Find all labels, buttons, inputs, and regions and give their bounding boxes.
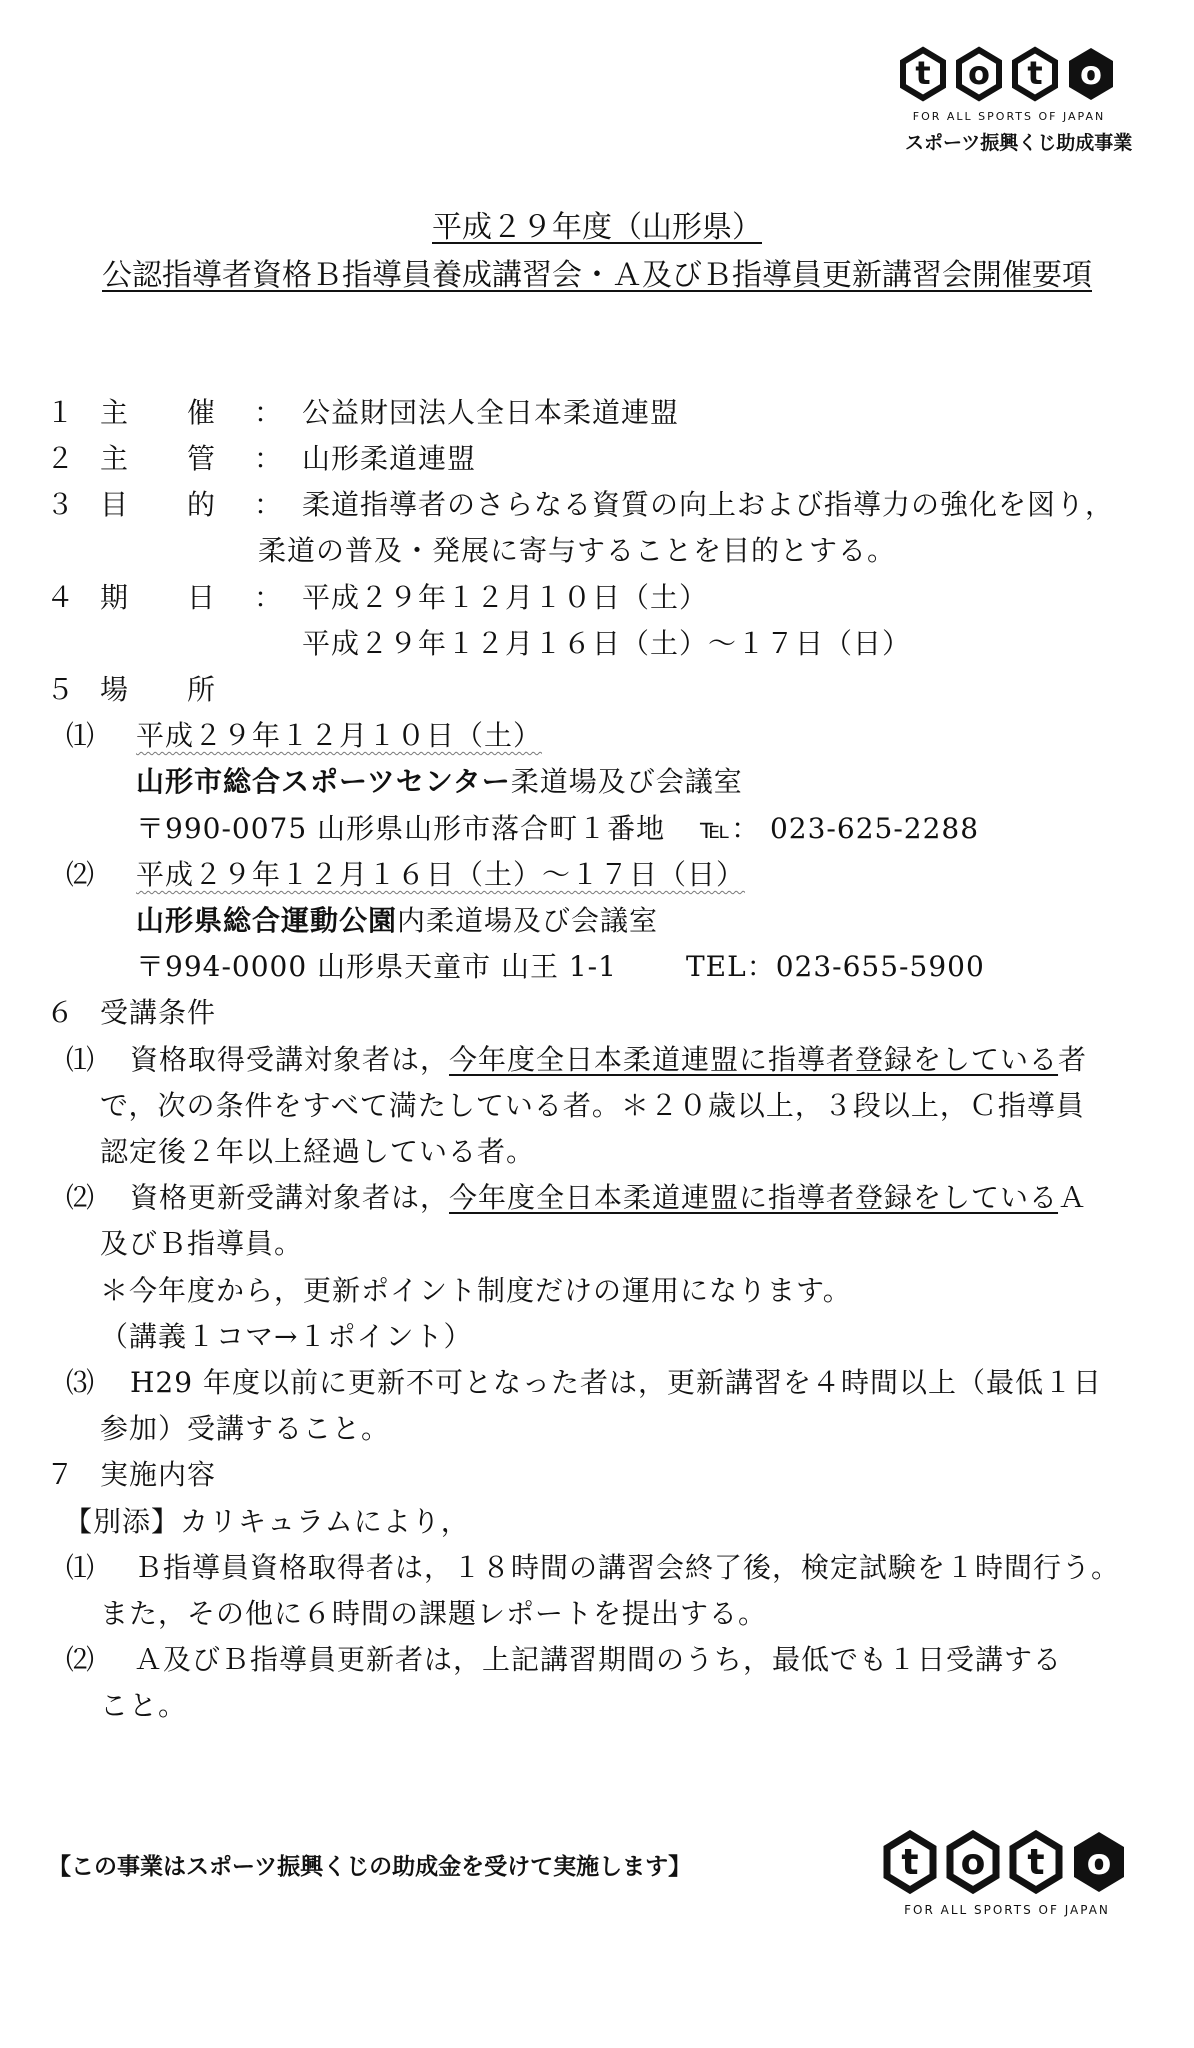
logo-tagline: FOR ALL SPORTS OF JAPAN: [904, 1903, 1110, 1917]
requirement-1-line-2: で，次の条件をすべて満たしている者。＊２０歳以上，３段以上，Ｃ指導員: [100, 1089, 1085, 1122]
requirement-1-underline: 今年度全日本柔道連盟に指導者登録をしている: [449, 1043, 1059, 1076]
section-number: ５: [46, 673, 76, 706]
section-colon: ：: [254, 581, 284, 614]
logo-letter-4: o: [1080, 54, 1102, 92]
requirement-1-line-3: 認定後２年以上経過している者。: [100, 1135, 536, 1168]
contents-2-number: ⑵: [66, 1643, 96, 1676]
venue-1-number: ⑴: [66, 719, 96, 752]
requirement-2-pre: 資格更新受講対象者は，: [130, 1181, 450, 1214]
section-number: ３: [46, 488, 76, 521]
contents-1-line-2: また，その他に６時間の課題レポートを提出する。: [100, 1597, 768, 1630]
section-label: 主 催: [100, 396, 217, 429]
section-number: ４: [46, 581, 76, 614]
requirement-1-pre: 資格取得受講対象者は，: [130, 1043, 450, 1076]
requirement-2-underline: 今年度全日本柔道連盟に指導者登録をしている: [449, 1181, 1059, 1214]
requirement-2-line-2: 及びＢ指導員。: [100, 1227, 304, 1260]
venue-2-name: [136, 898, 658, 944]
venue-1-date: 平成２９年１２月１０日（土）: [136, 719, 543, 752]
contents-2-line-2: こと。: [100, 1689, 188, 1722]
section-label: 目 的: [100, 488, 217, 521]
venue-2-name-rest: 内柔道場及び会議室: [397, 904, 659, 937]
section-colon: ：: [254, 488, 284, 521]
requirement-2-note-detail: （講義１コマ→１ポイント）: [100, 1320, 473, 1353]
toto-logo-icon: [876, 1828, 1138, 1924]
venue-1-name: [136, 759, 743, 805]
venue-1-address: 〒990-0075 山形県山形市落合町１番地: [136, 812, 666, 845]
manager-text: 山形柔道連盟: [302, 442, 477, 475]
organizer-text: 公益財団法人全日本柔道連盟: [302, 396, 680, 429]
purpose-line-1: 柔道指導者のさらなる資質の向上および指導力の強化を図り，: [302, 488, 1115, 521]
contents-1-line-1: Ｂ指導員資格取得者は，１８時間の講習会終了後，検定試験を１時間行う。: [134, 1551, 1121, 1584]
requirement-2-post: Ａ: [1058, 1181, 1088, 1214]
logo-letter-1: t: [915, 54, 931, 92]
requirement-3-line-2: 参加）受講すること。: [100, 1412, 391, 1445]
requirement-2-line-1: [130, 1175, 1087, 1221]
section-label: 受講条件: [100, 996, 217, 1029]
requirement-1-line-1: [130, 1037, 1087, 1083]
venue-2-number: ⑵: [66, 858, 96, 891]
section-number: ６: [46, 996, 76, 1029]
venue-2-tel: TEL：023-655-5900: [686, 950, 985, 983]
purpose-line-2: 柔道の普及・発展に寄与することを目的とする。: [258, 534, 897, 567]
title-line-2: 公認指導者資格Ｂ指導員養成講習会・Ａ及びＢ指導員更新講習会開催要項: [102, 258, 1092, 293]
footer-notice: 【この事業はスポーツ振興くじの助成金を受けて実施します】: [48, 1854, 692, 1880]
logo-letter-3: t: [1027, 1842, 1045, 1883]
logo-letter-2: o: [960, 1842, 986, 1883]
logo-letter-1: t: [901, 1842, 919, 1883]
contents-intro: 【別添】カリキュラムにより，: [64, 1505, 470, 1538]
section-label: 期 日: [100, 581, 217, 614]
logo-letter-3: t: [1027, 54, 1043, 92]
logo-letter-2: o: [968, 54, 990, 92]
venue-1-name-bold: 山形市総合スポーツセンター: [136, 765, 511, 798]
date-line-2: 平成２９年１２月１６日（土）～１７日（日）: [302, 627, 912, 660]
logo-letter-4: o: [1086, 1842, 1112, 1883]
requirement-1-number: ⑴: [66, 1043, 96, 1076]
section-colon: ：: [254, 396, 284, 429]
requirement-3-line-1: H29 年度以前に更新不可となった者は，更新講習を４時間以上（最低１日: [130, 1366, 1102, 1399]
section-label: 実施内容: [100, 1458, 217, 1491]
section-number: ２: [46, 442, 76, 475]
contents-2-line-1: Ａ及びＢ指導員更新者は，上記講習期間のうち，最低でも１日受講する: [134, 1643, 1063, 1676]
toto-logo-icon: [893, 44, 1125, 134]
date-line-1: 平成２９年１２月１０日（土）: [302, 581, 709, 614]
section-number: １: [46, 396, 76, 429]
contents-1-number: ⑴: [66, 1551, 96, 1584]
section-label: 主 管: [100, 442, 217, 475]
sponsor-caption: スポーツ振興くじ助成事業: [905, 132, 1133, 154]
venue-2-date: 平成２９年１２月１６日（土）～１７日（日）: [136, 858, 746, 891]
title-line-1: 平成２９年度（山形県）: [432, 210, 762, 245]
venue-1-name-rest: 柔道場及び会議室: [510, 765, 743, 798]
section-number: ７: [46, 1458, 76, 1491]
section-colon: ：: [254, 442, 284, 475]
logo-tagline: FOR ALL SPORTS OF JAPAN: [912, 110, 1106, 123]
section-label: 場 所: [100, 673, 217, 706]
venue-2-address: 〒994-0000 山形県天童市 山王 1-1: [136, 950, 617, 983]
requirement-1-post: 者: [1058, 1043, 1088, 1076]
venue-1-tel: ℡： 023-625-2288: [700, 812, 980, 845]
requirement-2-number: ⑵: [66, 1181, 96, 1214]
venue-2-name-bold: 山形県総合運動公園: [136, 904, 398, 937]
requirement-2-note: ＊今年度から，更新ポイント制度だけの運用になります。: [100, 1274, 852, 1307]
requirement-3-number: ⑶: [66, 1366, 96, 1399]
